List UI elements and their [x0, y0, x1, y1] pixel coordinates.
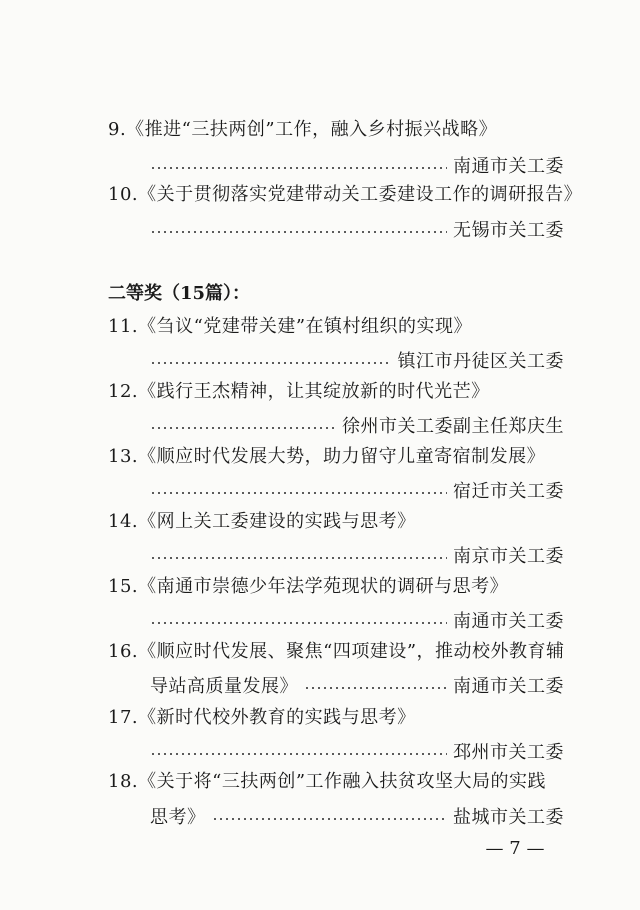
entry-org-10: 无锡市关工委 [453, 220, 564, 241]
leader-dots [212, 818, 448, 820]
entry-title-12: 12.《践行王杰精神，让其绽放新的时代光芒》 [108, 381, 490, 402]
entry-org-row-10 [150, 217, 564, 241]
entry-org-12: 徐州市关工委副主任郑庆生 [342, 416, 564, 437]
entry-org-row-13 [150, 478, 564, 502]
entry-title-18: 18.《关于将“三扶两创”工作融入扶贫攻坚大局的实践 [108, 771, 547, 792]
entry-title-15: 15.《南通市崇德少年法学苑现状的调研与思考》 [108, 576, 509, 597]
page-number: — 7 — [485, 838, 545, 859]
leader-dots [150, 427, 336, 429]
leader-dots [150, 231, 447, 233]
entry-title-cont-18: 思考》 [150, 807, 206, 828]
entry-org-18: 盐城市关工委 [453, 807, 564, 828]
entry-org-16: 南通市关工委 [453, 676, 564, 697]
leader-dots [150, 362, 392, 364]
entry-org-row-15 [150, 608, 564, 632]
entry-org-row-18 [150, 804, 564, 828]
entry-org-row-17 [150, 739, 564, 763]
leader-dots [150, 753, 447, 755]
entry-org-9: 南通市关工委 [453, 156, 564, 177]
section-heading: 二等奖（15篇）： [108, 283, 251, 304]
entry-title-10: 10.《关于贯彻落实党建带动关工委建设工作的调研报告》 [108, 184, 583, 205]
entry-title-11: 11.《刍议“党建带关建”在镇村组织的实现》 [108, 316, 473, 337]
entry-org-row-12 [150, 413, 564, 437]
entry-title-16: 16.《顺应时代发展、聚焦“四项建设”，推动校外教育辅 [108, 641, 565, 662]
leader-dots [150, 167, 447, 169]
entry-title-cont-16: 导站高质量发展》 [150, 676, 298, 697]
entry-org-row-9 [150, 153, 564, 177]
leader-dots [304, 687, 447, 689]
entry-org-17: 邳州市关工委 [453, 742, 564, 763]
entry-title-13: 13.《顺应时代发展大势，助力留守儿童寄宿制发展》 [108, 446, 546, 467]
leader-dots [150, 492, 447, 494]
entry-title-9: 9.《推进“三扶两创”工作，融入乡村振兴战略》 [108, 119, 498, 140]
entry-org-15: 南通市关工委 [453, 611, 564, 632]
leader-dots [150, 622, 447, 624]
entry-title-17: 17.《新时代校外教育的实践与思考》 [108, 707, 416, 728]
entry-title-14: 14.《网上关工委建设的实践与思考》 [108, 511, 416, 532]
entry-org-row-14 [150, 543, 564, 567]
entry-org-row-11 [150, 348, 564, 372]
entry-org-13: 宿迁市关工委 [453, 481, 564, 502]
entry-org-11: 镇江市丹徒区关工委 [397, 351, 564, 372]
leader-dots [150, 557, 447, 559]
entry-org-14: 南京市关工委 [453, 546, 564, 567]
entry-org-row-16 [150, 673, 564, 697]
